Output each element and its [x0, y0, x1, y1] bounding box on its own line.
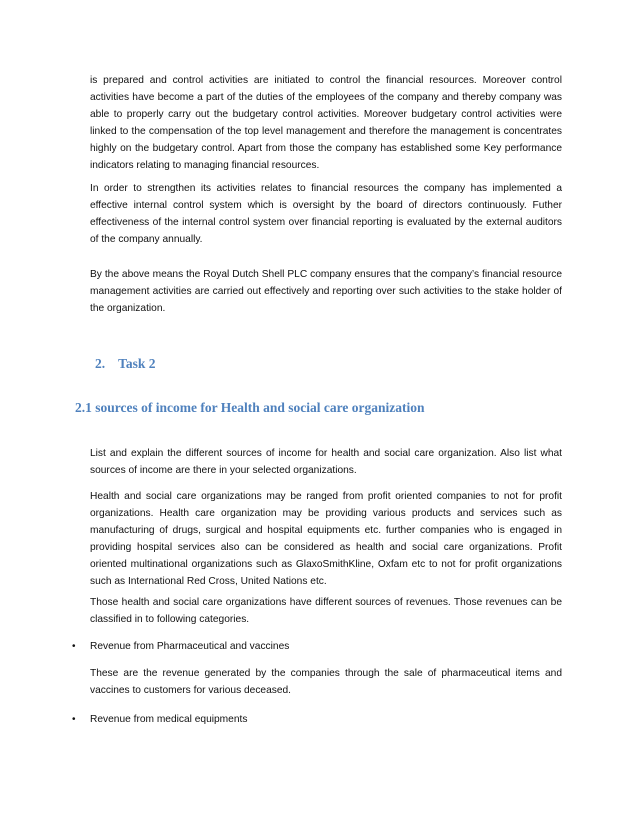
section-number: 2.	[95, 356, 106, 371]
paragraph-revenue-categories: Those health and social care organizations have different sources of revenues. Those revenues can be classified in to following categories.	[90, 597, 562, 625]
bullet-icon: •	[72, 641, 76, 652]
section-heading-task2	[95, 356, 156, 372]
paragraph-budgetary-control: is prepared and control activities are initiated to control the financial resources. Moreover control activities have become a part of the duties of the employees of the company and thereby company was able to properly carry out the budgetary control activities. Moreover budgetary control activities were linked to the compensation of the top level management and therefore the management is concentrates highly on the budgetary control. Apart from those the company has established some Key performance indicators relating to managing financial resources.	[90, 75, 562, 171]
paragraph-question: List and explain the different sources of income for health and social care organization. Also list what sources of income are there in your selected organizations.	[90, 448, 562, 476]
paragraph-pharmaceutical-revenue: These are the revenue generated by the companies through the sale of pharmaceutical items and vaccines to customers for various deceased.	[90, 668, 562, 696]
section-title: Task 2	[118, 356, 156, 371]
paragraph-organizations: Health and social care organizations may be ranged from profit oriented companies to not for profit organizations. Health care organization may be providing various products and services such as manufacturing of drugs, surgical and hospital equipments etc. further companies who is engaged in providing hospital services also can be considered as health and social care organizations. Profit oriented multinational organizations such as GlaxoSmithKline, Oxfam etc to not for profit organizations such as International Red Cross, United Nations etc.	[90, 491, 562, 587]
paragraph-conclusion: By the above means the Royal Dutch Shell PLC company ensures that the company’s financial resource management activities are carried out effectively and reporting over such activities to the stake holder of the organization.	[90, 269, 562, 314]
bullet-icon: •	[72, 714, 76, 725]
bullet-medical-equipments: Revenue from medical equipments	[90, 714, 248, 725]
subsection-heading: 2.1 sources of income for Health and social care organization	[75, 400, 425, 415]
bullet-pharmaceutical: Revenue from Pharmaceutical and vaccines	[90, 641, 290, 652]
paragraph-internal-control: In order to strengthen its activities relates to financial resources the company has implemented a effective internal control system which is oversight by the board of directors continuously. Futher effectiveness of the internal control system over financial reporting is evaluated by the external auditors of the company annually.	[90, 183, 562, 245]
